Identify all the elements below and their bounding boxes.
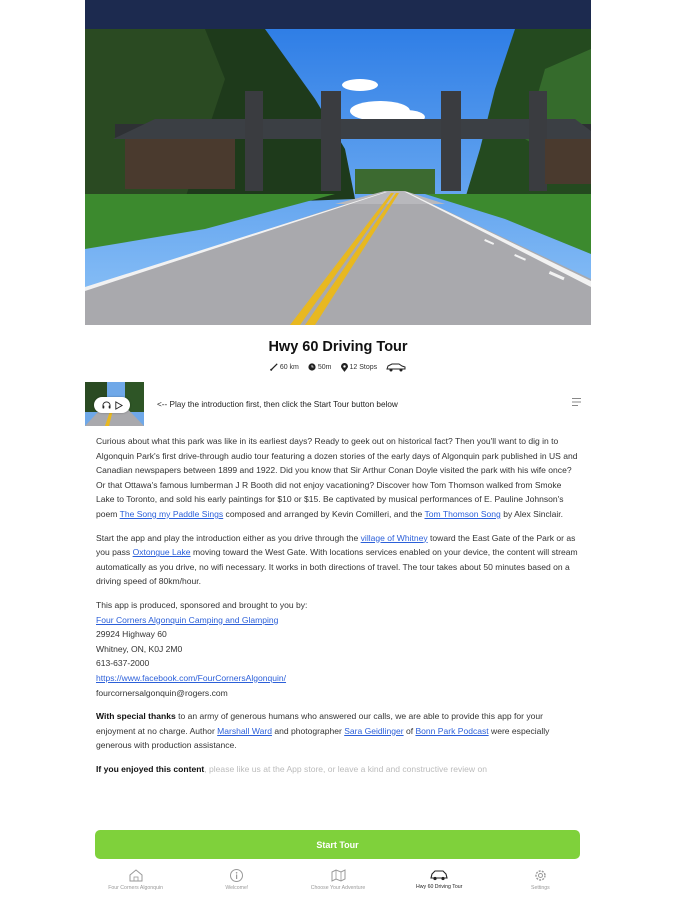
distance-icon [270,363,278,371]
paragraph-thanks: With special thanks to an army of generous humans who answered our calls, we are able to provide this app for your enjoyment at no charge. Author Marshall Ward and photographer Sara Geidlinger of Bonn Park Podcast were especially generous with production assistance. [96,711,550,751]
hero-photo [85,29,591,325]
tour-title: Hwy 60 Driving Tour [268,339,408,355]
sponsor-address-line1: 29924 Highway 60 [96,629,167,640]
clock-icon [308,363,316,371]
home-icon [129,869,143,882]
tour-description [85,434,591,776]
sponsor-phone: 613-637-2000 [96,658,150,669]
facebook-link[interactable]: https://www.facebook.com/FourCornersAlgonquin/ [96,672,287,683]
tab-four-corners[interactable]: Four Corners Algonquin [85,865,186,900]
map-icon [331,869,346,882]
duration-value: 50m [317,363,332,371]
tab-settings[interactable]: Settings [490,865,591,900]
paragraph-sponsor: This app is produced, sponsored and brought to you by: Four Corners Algonquin Camping and Glamping 29924 Highway 60 Whitney, ON, K0J 2M0 613-637-2000 https://www.facebook.com/FourCornersAlgonquin/ fourcornersalgonquin@rogers.com [96,599,308,698]
location-pin-icon [341,363,348,372]
play-icon[interactable] [114,401,123,410]
oxtongue-lake-link[interactable]: Oxtongue Lake [132,547,191,558]
car-icon [386,362,406,372]
list-icon[interactable] [572,398,581,406]
sponsor-link[interactable]: Four Corners Algonquin Camping and Glamping [96,614,279,625]
bottom-tab-bar [85,865,591,900]
marshall-ward-link[interactable]: Marshall Ward [217,725,272,736]
headphones-icon [102,401,111,409]
sara-geidlinger-link[interactable]: Sara Geidlinger [344,725,404,736]
stops-stat [341,363,378,372]
content-fade [85,800,591,832]
start-tour-button[interactable]: Start Tour [95,830,580,859]
sponsor-email: fourcornersalgonquin@rogers.com [96,687,228,698]
tab-choose-adventure[interactable]: Choose Your Adventure [287,865,388,900]
distance-value: 60 km [279,363,299,371]
bonn-park-podcast-link[interactable]: Bonn Park Podcast [415,725,489,736]
song-paddle-link[interactable]: The Song my Paddle Sings [119,508,224,519]
info-icon [230,869,243,882]
intro-play-control[interactable] [94,397,130,413]
intro-audio-row [85,382,591,426]
gear-icon [534,869,547,882]
paragraph-intro: Curious about what this park was like in its earliest days? Ready to geek out on historical fact? Then you'll want to dig in to Algonquin Park's first drive-through audio tour featuring a dozen stories of the early days of Algonquin park published in US and Canadian newspapers between 1899 and 1922. Did you know that Sir Arthur Conan Doyle visited the park with his wife once? Or that Ottawa's famous lumberman J R Booth did not enjoy vacationing? Discover how Tom Thomson walked from Smoke Lake to Toronto, and sold his early paintings for $10 or $15. Be captivated by musical performances of E. Pauline Johnson's poem The Song my Paddle Sings composed and arranged by Kevin Comilleri, and the Tom Thomson Song by Alex Sinclair. [96,436,578,519]
tom-thomson-song-link[interactable]: Tom Thomson Song [424,508,501,519]
tab-welcome[interactable]: Welcome! [186,865,287,900]
car-mode-stat [386,362,406,372]
paragraph-review: If you enjoyed this content, please like us at the App store, or leave a kind and constructive review on [96,763,487,774]
distance-stat [270,363,299,371]
intro-instruction: <-- Play the introduction first, then click the Start Tour button below [157,399,398,409]
status-bar [85,0,591,29]
village-whitney-link[interactable]: village of Whitney [360,532,428,543]
tab-hwy60-tour[interactable]: Hwy 60 Driving Tour [389,865,490,900]
duration-stat [308,363,332,371]
app-screen [85,0,591,900]
paragraph-start: Start the app and play the introduction either as you drive through the village of Whitney toward the East Gate of the Park or as you pass Oxtongue Lake moving toward the West Gate. With locations services enabled on your device, the content will stream automatically as you drive, no wifi necessary. It works in both directions of travel. The tour takes about 50 minutes based on a driving speed of 80km/hour. [96,532,578,587]
intro-thumbnail [85,382,144,426]
tour-stats [85,362,591,372]
stops-value: 12 Stops [349,363,378,371]
sponsor-address-line2: Whitney, ON, K0J 2M0 [96,643,183,654]
car-icon [430,869,448,881]
